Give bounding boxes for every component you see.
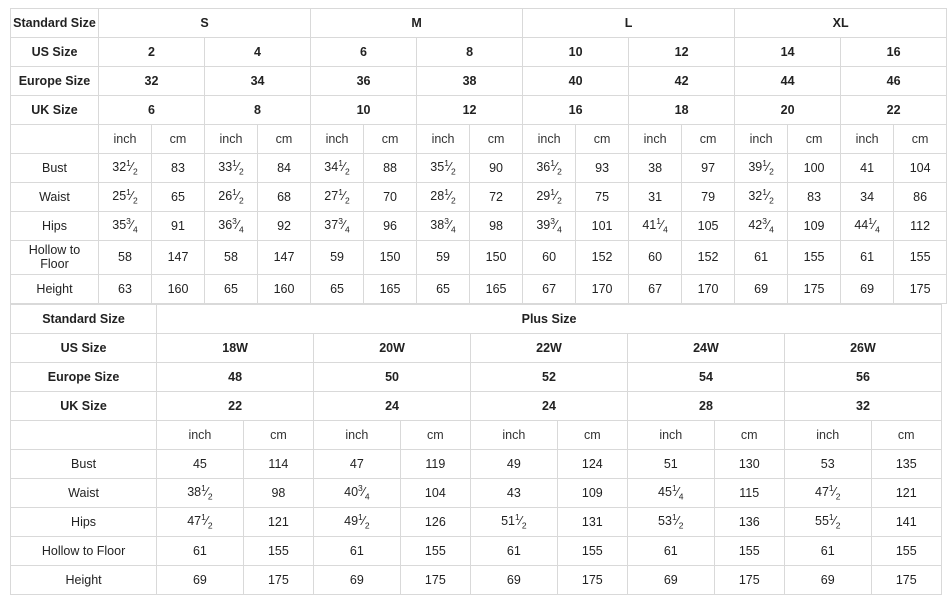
plus-size-group-label: Plus Size: [157, 304, 942, 333]
table-row: [11, 212, 947, 241]
table-row: [11, 183, 947, 212]
measure-cell: 126: [400, 507, 470, 536]
unit-corner-blank: [11, 125, 99, 154]
measure-cell: 61: [471, 536, 558, 565]
plus-group-header-row: [11, 304, 942, 333]
uk-size-6: 6: [99, 96, 205, 125]
unit-inch: inch: [629, 125, 682, 154]
unit-cm: cm: [576, 125, 629, 154]
table-row: [11, 449, 942, 478]
unit-inch: inch: [417, 125, 470, 154]
measure-cell: $33^1⁄_2$: [205, 154, 258, 183]
eu-size-46: 46: [841, 67, 947, 96]
table-row: [11, 391, 942, 420]
uk-size-20: 20: [735, 96, 841, 125]
measure-cell: 61: [314, 536, 401, 565]
uk-size-24: 24: [314, 391, 471, 420]
unit-inch: inch: [471, 420, 558, 449]
measure-cell: 65: [152, 183, 205, 212]
measure-label-bust: Bust: [11, 154, 99, 183]
measure-cell: 109: [557, 478, 627, 507]
measure-cell: 130: [714, 449, 784, 478]
measure-cell: 84: [258, 154, 311, 183]
eu-size-44: 44: [735, 67, 841, 96]
measure-cell: 121: [243, 507, 313, 536]
measure-label-hips: Hips: [11, 212, 99, 241]
eu-size-52: 52: [471, 362, 628, 391]
measure-cell: 136: [714, 507, 784, 536]
table-row: [11, 96, 947, 125]
measure-cell: $25^1⁄_2$: [99, 183, 152, 212]
measure-cell: 104: [400, 478, 470, 507]
measure-cell: 86: [894, 183, 947, 212]
us-size-6: 6: [311, 38, 417, 67]
row-label-us-size: US Size: [11, 333, 157, 362]
eu-size-38: 38: [417, 67, 523, 96]
eu-size-42: 42: [629, 67, 735, 96]
measure-cell: 124: [557, 449, 627, 478]
unit-cm: cm: [557, 420, 627, 449]
measure-cell: 160: [152, 274, 205, 303]
measure-cell: $34^1⁄_2$: [311, 154, 364, 183]
unit-inch: inch: [314, 420, 401, 449]
measure-cell: 175: [871, 565, 941, 594]
measure-cell: 68: [258, 183, 311, 212]
us-size-2: 2: [99, 38, 205, 67]
unit-cm: cm: [243, 420, 313, 449]
measure-cell: 69: [735, 274, 788, 303]
unit-inch: inch: [627, 420, 714, 449]
row-label-uk-size: UK Size: [11, 391, 157, 420]
unit-cm: cm: [682, 125, 735, 154]
table-row: [11, 274, 947, 303]
measure-cell: 141: [871, 507, 941, 536]
measure-cell: 165: [470, 274, 523, 303]
measure-cell: 155: [871, 536, 941, 565]
measure-cell: 70: [364, 183, 417, 212]
table-row: [11, 67, 947, 96]
us-size-16: 16: [841, 38, 947, 67]
measure-cell: 114: [243, 449, 313, 478]
measure-cell: $49^1⁄_2$: [314, 507, 401, 536]
measure-cell: $38^1⁄_2$: [157, 478, 244, 507]
table-row: [11, 241, 947, 275]
measure-cell: 90: [470, 154, 523, 183]
eu-size-48: 48: [157, 362, 314, 391]
measure-cell: 61: [157, 536, 244, 565]
measure-cell: 175: [243, 565, 313, 594]
measure-cell: 61: [841, 241, 894, 275]
measure-cell: $39^3⁄_4$: [523, 212, 576, 241]
uk-size-32: 32: [784, 391, 941, 420]
measure-cell: 97: [682, 154, 735, 183]
measure-cell: $40^3⁄_4$: [314, 478, 401, 507]
uk-size-18: 18: [629, 96, 735, 125]
measure-cell: $32^1⁄_2$: [735, 183, 788, 212]
us-size-26w: 26W: [784, 333, 941, 362]
measure-cell: 31: [629, 183, 682, 212]
uk-size-22: 22: [841, 96, 947, 125]
measure-cell: 175: [557, 565, 627, 594]
eu-size-34: 34: [205, 67, 311, 96]
unit-inch: inch: [784, 420, 871, 449]
measure-cell: 119: [400, 449, 470, 478]
measure-cell: 69: [314, 565, 401, 594]
measure-cell: 104: [894, 154, 947, 183]
measure-label-bust: Bust: [11, 449, 157, 478]
measure-cell: $47^1⁄_2$: [784, 478, 871, 507]
row-label-us-size: US Size: [11, 38, 99, 67]
measure-cell: 93: [576, 154, 629, 183]
measure-cell: 72: [470, 183, 523, 212]
us-size-8: 8: [417, 38, 523, 67]
measure-label-hollow-to-floor: Hollow to Floor: [11, 536, 157, 565]
unit-inch: inch: [841, 125, 894, 154]
measure-cell: 65: [417, 274, 470, 303]
measure-cell: 49: [471, 449, 558, 478]
unit-inch: inch: [157, 420, 244, 449]
size-group-xl: XL: [735, 9, 947, 38]
measure-cell: 60: [523, 241, 576, 275]
measure-cell: 121: [871, 478, 941, 507]
unit-cm: cm: [152, 125, 205, 154]
measure-cell: $53^1⁄_2$: [627, 507, 714, 536]
size-group-s: S: [99, 9, 311, 38]
measure-cell: 96: [364, 212, 417, 241]
measure-cell: 155: [400, 536, 470, 565]
measure-cell: 58: [99, 241, 152, 275]
row-label-europe-size: Europe Size: [11, 67, 99, 96]
uk-size-22: 22: [157, 391, 314, 420]
measure-cell: 45: [157, 449, 244, 478]
measure-cell: 59: [311, 241, 364, 275]
measure-cell: 69: [157, 565, 244, 594]
measure-cell: 65: [205, 274, 258, 303]
unit-cm: cm: [894, 125, 947, 154]
measure-cell: $37^3⁄_4$: [311, 212, 364, 241]
measure-cell: 41: [841, 154, 894, 183]
measure-cell: $38^3⁄_4$: [417, 212, 470, 241]
size-group-l: L: [523, 9, 735, 38]
measure-cell: 69: [627, 565, 714, 594]
measure-cell: 131: [557, 507, 627, 536]
measure-cell: $29^1⁄_2$: [523, 183, 576, 212]
measure-cell: $44^1⁄_4$: [841, 212, 894, 241]
eu-size-56: 56: [784, 362, 941, 391]
measure-cell: $32^1⁄_2$: [99, 154, 152, 183]
measure-cell: 98: [243, 478, 313, 507]
measure-cell: 101: [576, 212, 629, 241]
measure-cell: 170: [576, 274, 629, 303]
unit-cm: cm: [258, 125, 311, 154]
table-row: [11, 333, 942, 362]
measure-label-waist: Waist: [11, 478, 157, 507]
row-label-uk-size: UK Size: [11, 96, 99, 125]
measure-cell: 175: [400, 565, 470, 594]
measure-cell: 105: [682, 212, 735, 241]
measure-cell: 83: [788, 183, 841, 212]
unit-inch: inch: [205, 125, 258, 154]
measure-cell: 135: [871, 449, 941, 478]
measure-cell: $36^1⁄_2$: [523, 154, 576, 183]
measure-cell: 69: [471, 565, 558, 594]
measure-cell: $35^1⁄_2$: [417, 154, 470, 183]
measure-cell: 147: [258, 241, 311, 275]
unit-inch: inch: [99, 125, 152, 154]
unit-inch: inch: [523, 125, 576, 154]
measure-cell: 43: [471, 478, 558, 507]
standard-size-table: [10, 8, 947, 304]
measure-label-hollow-to-floor: Hollow to Floor: [11, 241, 99, 275]
us-size-18w: 18W: [157, 333, 314, 362]
unit-inch: inch: [735, 125, 788, 154]
measure-cell: 155: [243, 536, 313, 565]
unit-cm: cm: [400, 420, 470, 449]
measure-cell: 92: [258, 212, 311, 241]
measure-cell: 160: [258, 274, 311, 303]
measure-cell: 63: [99, 274, 152, 303]
us-size-22w: 22W: [471, 333, 628, 362]
measure-cell: 155: [788, 241, 841, 275]
measure-cell: $42^3⁄_4$: [735, 212, 788, 241]
measure-cell: 51: [627, 449, 714, 478]
table-row: [11, 478, 942, 507]
measure-cell: $26^1⁄_2$: [205, 183, 258, 212]
us-size-14: 14: [735, 38, 841, 67]
table-row: [11, 536, 942, 565]
measure-cell: 152: [576, 241, 629, 275]
unit-cm: cm: [871, 420, 941, 449]
measure-cell: 150: [470, 241, 523, 275]
row-label-europe-size: Europe Size: [11, 362, 157, 391]
uk-size-10: 10: [311, 96, 417, 125]
measure-cell: 150: [364, 241, 417, 275]
measure-cell: 152: [682, 241, 735, 275]
us-size-24w: 24W: [627, 333, 784, 362]
plus-corner-label: Standard Size: [11, 304, 157, 333]
measure-cell: 98: [470, 212, 523, 241]
uk-size-28: 28: [627, 391, 784, 420]
us-size-10: 10: [523, 38, 629, 67]
measure-cell: $36^3⁄_4$: [205, 212, 258, 241]
measure-cell: 109: [788, 212, 841, 241]
unit-cm: cm: [470, 125, 523, 154]
measure-cell: 155: [714, 536, 784, 565]
plus-size-table: [10, 304, 942, 595]
measure-cell: 59: [417, 241, 470, 275]
measure-cell: 67: [629, 274, 682, 303]
unit-corner-blank: [11, 420, 157, 449]
eu-size-54: 54: [627, 362, 784, 391]
uk-size-24-b: 24: [471, 391, 628, 420]
measure-cell: 69: [784, 565, 871, 594]
measure-cell: 61: [784, 536, 871, 565]
measure-cell: 47: [314, 449, 401, 478]
measure-cell: 79: [682, 183, 735, 212]
table-row: [11, 565, 942, 594]
measure-cell: 100: [788, 154, 841, 183]
eu-size-40: 40: [523, 67, 629, 96]
measure-cell: 155: [557, 536, 627, 565]
unit-inch: inch: [311, 125, 364, 154]
table-row: [11, 507, 942, 536]
measure-cell: 165: [364, 274, 417, 303]
measure-cell: 175: [714, 565, 784, 594]
measure-cell: 61: [627, 536, 714, 565]
us-size-12: 12: [629, 38, 735, 67]
measure-label-waist: Waist: [11, 183, 99, 212]
measure-cell: 53: [784, 449, 871, 478]
measure-cell: 34: [841, 183, 894, 212]
unit-cm: cm: [788, 125, 841, 154]
standard-unit-header-row: [11, 125, 947, 154]
measure-cell: 147: [152, 241, 205, 275]
measure-cell: 75: [576, 183, 629, 212]
measure-cell: $27^1⁄_2$: [311, 183, 364, 212]
measure-cell: 67: [523, 274, 576, 303]
measure-cell: $28^1⁄_2$: [417, 183, 470, 212]
measure-label-hips: Hips: [11, 507, 157, 536]
standard-group-header-row: [11, 9, 947, 38]
measure-cell: $39^1⁄_2$: [735, 154, 788, 183]
measure-cell: $41^1⁄_4$: [629, 212, 682, 241]
measure-label-height: Height: [11, 565, 157, 594]
measure-label-height: Height: [11, 274, 99, 303]
measure-cell: $47^1⁄_2$: [157, 507, 244, 536]
table-row: [11, 362, 942, 391]
plus-unit-header-row: [11, 420, 942, 449]
measure-cell: $51^1⁄_2$: [471, 507, 558, 536]
measure-cell: 83: [152, 154, 205, 183]
uk-size-8: 8: [205, 96, 311, 125]
measure-cell: 175: [894, 274, 947, 303]
measure-cell: 60: [629, 241, 682, 275]
measure-cell: 175: [788, 274, 841, 303]
eu-size-50: 50: [314, 362, 471, 391]
measure-cell: 112: [894, 212, 947, 241]
measure-cell: 91: [152, 212, 205, 241]
standard-corner-label: Standard Size: [11, 9, 99, 38]
measure-cell: 38: [629, 154, 682, 183]
us-size-20w: 20W: [314, 333, 471, 362]
eu-size-32: 32: [99, 67, 205, 96]
eu-size-36: 36: [311, 67, 417, 96]
measure-cell: 155: [894, 241, 947, 275]
table-row: [11, 38, 947, 67]
measure-cell: 170: [682, 274, 735, 303]
uk-size-12: 12: [417, 96, 523, 125]
measure-cell: 88: [364, 154, 417, 183]
unit-cm: cm: [364, 125, 417, 154]
unit-cm: cm: [714, 420, 784, 449]
measure-cell: $35^3⁄_4$: [99, 212, 152, 241]
us-size-4: 4: [205, 38, 311, 67]
measure-cell: $55^1⁄_2$: [784, 507, 871, 536]
measure-cell: 58: [205, 241, 258, 275]
measure-cell: $45^1⁄_4$: [627, 478, 714, 507]
size-group-m: M: [311, 9, 523, 38]
measure-cell: 115: [714, 478, 784, 507]
table-row: [11, 154, 947, 183]
measure-cell: 65: [311, 274, 364, 303]
uk-size-16: 16: [523, 96, 629, 125]
measure-cell: 61: [735, 241, 788, 275]
measure-cell: 69: [841, 274, 894, 303]
